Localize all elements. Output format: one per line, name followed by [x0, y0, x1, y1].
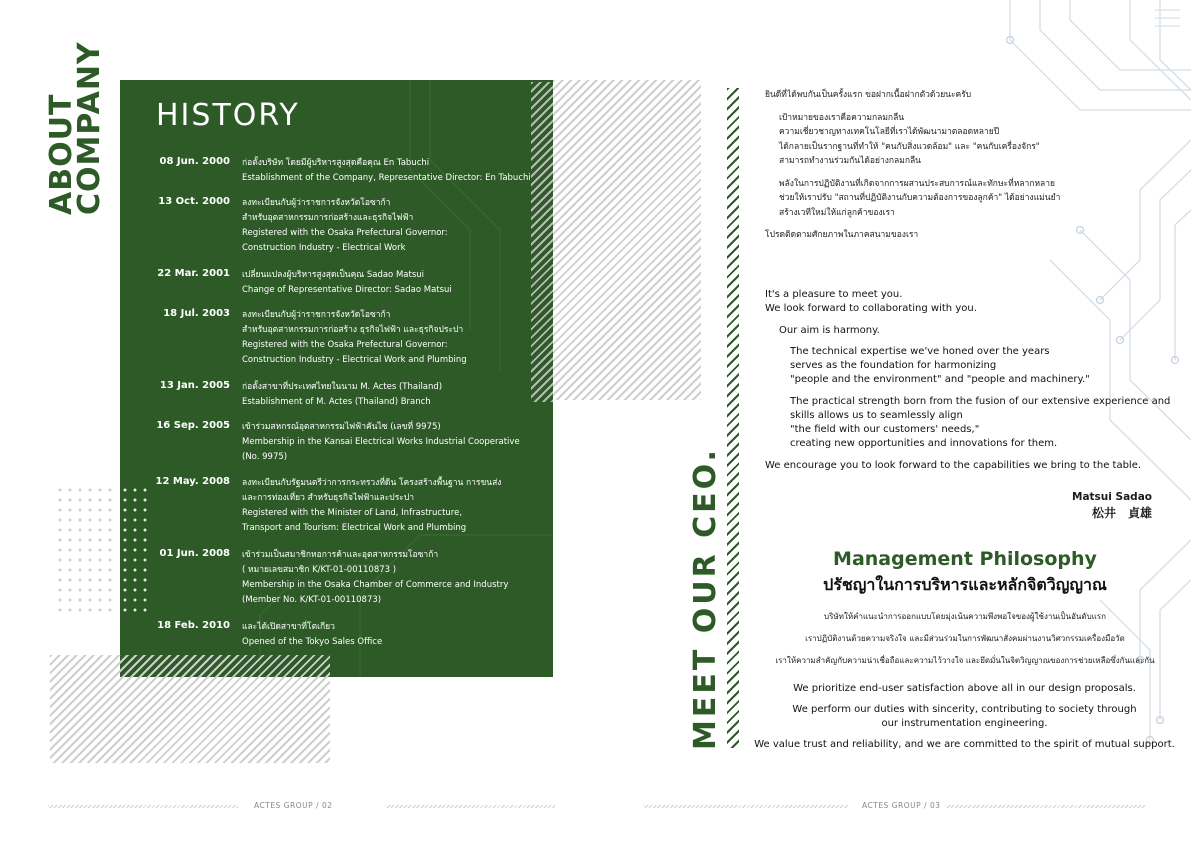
about-company-vertical-title: [44, 41, 107, 215]
timeline-line: Membership in the Kansai Electrical Works Industrial Cooperative: [242, 437, 520, 447]
timeline-line: เข้าร่วมสหกรณ์อุตสาหกรรมไฟฟ้าคันไซ (เลขที่ 9975): [242, 422, 441, 432]
english-message-line: The technical expertise we've honed over the years: [790, 346, 1050, 357]
management-philosophy-title: Management Philosophy: [833, 548, 1097, 570]
timeline-description: [242, 308, 547, 368]
dot-grid-panel: [120, 485, 150, 615]
diagonal-stripes-inner-edge: [531, 82, 553, 402]
english-message-line: Our aim is harmony.: [779, 325, 880, 336]
timeline-description: [242, 420, 547, 465]
philosophy-thai-line: บริษัทให้คำแนะนำการออกแบบโดยมุ่งเน้นความพึงพอใจของผู้ใช้งานเป็นอันดับแรก: [824, 612, 1106, 621]
timeline-line: สำหรับอุตสาหกรรมการก่อสร้าง ธุรกิจไฟฟ้า และธุรกิจประปา: [242, 325, 464, 335]
timeline-line: ( หมายเลขสมาชิก K/KT-01-00110873 ): [242, 565, 397, 575]
timeline-description: [242, 380, 547, 410]
footer-rule-left-b: [385, 805, 555, 808]
philosophy-english-list: [752, 682, 1177, 752]
timeline-line: Registered with the Osaka Prefectural Governor:: [242, 228, 448, 238]
footer-page-number: / 03: [924, 801, 941, 810]
timeline-date: 18 Jul. 2003: [163, 308, 230, 319]
meet-our-ceo-vertical-title: MEET OUR CEO.: [688, 447, 723, 750]
timeline-date: 12 May. 2008: [155, 476, 230, 487]
timeline-date: 13 Oct. 2000: [158, 196, 230, 207]
history-panel: [120, 80, 553, 677]
timeline-date: 16 Sep. 2005: [156, 420, 230, 431]
timeline-line: Membership in the Osaka Chamber of Commerce and Industry: [242, 580, 509, 590]
timeline-description: [242, 548, 547, 608]
timeline-line: ก่อตั้งสาขาที่ประเทศไทยในนาม M. Actes (Thailand): [242, 382, 443, 392]
english-message-line: We look forward to collaborating with you.: [765, 303, 977, 314]
diagonal-stripes-top-right: [553, 80, 701, 400]
history-title: HISTORY: [156, 98, 300, 133]
thai-message-line: เป้าหมายของเราคือความกลมกลืน: [779, 112, 905, 123]
philosophy-english-line: We prioritize end-user satisfaction above all in our design proposals.: [793, 683, 1136, 694]
timeline-description: [242, 268, 547, 298]
timeline-line: (No. 9975): [242, 452, 288, 462]
timeline-line: ลงทะเบียนกับรัฐมนตรีว่าการกระทรวงที่ดิน โครงสร้างพื้นฐาน การขนส่ง: [242, 478, 502, 488]
timeline-date: 18 Feb. 2010: [157, 620, 230, 631]
timeline-date: 22 Mar. 2001: [157, 268, 230, 279]
timeline-line: Construction Industry - Electrical Work: [242, 243, 406, 253]
timeline-description: [242, 156, 547, 186]
timeline-line: และได้เปิดสาขาที่โตเกียว: [242, 622, 335, 632]
thai-message-line: สร้างเวทีใหม่ให้แก่ลูกค้าของเรา: [779, 207, 895, 218]
philosophy-thai-line: เราปฏิบัติงานด้วยความจริงใจ และมีส่วนร่วมในการพัฒนาสังคมผ่านงานวิศวกรรมเครื่องมือวัด: [805, 634, 1125, 643]
timeline-line: ลงทะเบียนกับผู้ว่าราชการจังหวัดโอซาก้า: [242, 310, 391, 320]
thai-message-line: โปรดติดตามศักยภาพในภาคสนามของเรา: [765, 230, 919, 240]
timeline-date: 01 Jun. 2008: [159, 548, 230, 559]
timeline-description: [242, 620, 547, 650]
about-word: ABOUT: [44, 93, 79, 215]
timeline-line: Registered with the Osaka Prefectural Governor:: [242, 340, 448, 350]
timeline-line: Construction Industry - Electrical Work and Plumbing: [242, 355, 467, 365]
footer-rule-right-a: [643, 805, 848, 808]
english-message-line: The practical strength born from the fusion of our extensive experience and: [790, 396, 1171, 407]
timeline-line: และการท่องเที่ยว สำหรับธุรกิจไฟฟ้าและประปา: [242, 493, 414, 503]
timeline-line: (Member No. K/KT-01-00110873): [242, 595, 382, 605]
footer-rule-right-b: [945, 805, 1145, 808]
management-philosophy-subtitle: ปรัชญาในการบริหารและหลักจิตวิญญาณ: [823, 575, 1107, 594]
ceo-message-thai: [765, 88, 1065, 243]
footer-page-left: [254, 801, 333, 810]
timeline-line: Establishment of the Company, Representative Director: En Tabuchi: [242, 173, 531, 183]
philosophy-english-line: We perform our duties with sincerity, contributing to society through our instrumentation engineering.: [792, 704, 1137, 729]
philosophy-english-line: We value trust and reliability, and we are committed to the spirit of mutual support.: [754, 739, 1175, 750]
thai-message-line: ช่วยให้เราปรับ "สถานที่ปฏิบัติงานกับความต้องการของลูกค้า" ได้อย่างแม่นยำ: [779, 193, 1061, 203]
english-message-line: "the field with our customers' needs,": [790, 424, 980, 435]
timeline-description: [242, 476, 547, 536]
thai-message-line: ยินดีที่ได้พบกันเป็นครั้งแรก ขอฝากเนื้อฝากตัวด้วยนะครับ: [765, 90, 972, 100]
diagonal-stripes-bottom-left: [50, 655, 330, 763]
dot-grid-left: [55, 485, 117, 615]
timeline-line: Registered with the Minister of Land, Infrastructure,: [242, 508, 463, 518]
footer-brand: ACTES GROUP: [254, 801, 314, 810]
timeline-line: Opened of the Tokyo Sales Office: [242, 637, 383, 647]
timeline-date: 08 Jun. 2000: [159, 156, 230, 167]
english-message-line: creating new opportunities and innovations for them.: [790, 438, 1058, 449]
philosophy-thai-list: [750, 606, 1180, 672]
ceo-signature: [1072, 489, 1152, 521]
footer-page-number: / 02: [316, 801, 333, 810]
footer-page-right: [862, 801, 941, 810]
thai-message-line: พลังในการปฏิบัติงานที่เกิดจากการผสานประสบการณ์และทักษะที่หลากหลาย: [779, 178, 1056, 189]
timeline-date: 13 Jan. 2005: [159, 380, 230, 391]
timeline-line: ลงทะเบียนกับผู้ว่าราชการจังหวัดโอซาก้า: [242, 198, 391, 208]
ceo-message-english: [765, 288, 1175, 473]
chevron-divider: [727, 88, 739, 748]
signature-name-jp: 松井 貞雄: [1091, 506, 1152, 520]
english-message-line: "people and the environment" and "people and machinery.": [790, 374, 1090, 385]
timeline-line: Change of Representative Director: Sadao Matsui: [242, 285, 452, 295]
company-word: COMPANY: [72, 41, 107, 215]
thai-message-line: ได้กลายเป็นรากฐานที่ทำให้ "คนกับสิ่งแวดล้อม" และ "คนกับเครื่องจักร": [779, 141, 1040, 152]
thai-message-line: ความเชี่ยวชาญทางเทคโนโลยีที่เราได้พัฒนามาตลอดหลายปี: [779, 127, 1000, 137]
footer-rule-left-a: [48, 805, 238, 808]
english-message-line: It's a pleasure to meet you.: [765, 289, 903, 300]
english-message-line: We encourage you to look forward to the capabilities we bring to the table.: [765, 460, 1142, 471]
footer-brand: ACTES GROUP: [862, 801, 922, 810]
english-message-line: skills allows us to seamlessly align: [790, 410, 963, 421]
timeline-line: ก่อตั้งบริษัท โดยมีผู้บริหารสูงสุดคือคุณ En Tabuchi: [242, 158, 430, 168]
timeline-line: Transport and Tourism: Electrical Work and Plumbing: [242, 523, 467, 533]
thai-message-line: สามารถทำงานร่วมกันได้อย่างกลมกลืน: [779, 156, 921, 166]
timeline-line: สำหรับอุตสาหกรรมการก่อสร้างและธุรกิจไฟฟ้า: [242, 213, 414, 223]
signature-name-en: Matsui Sadao: [1072, 491, 1152, 503]
timeline-line: Establishment of M. Actes (Thailand) Branch: [242, 397, 431, 407]
timeline-line: เปลี่ยนแปลงผู้บริหารสูงสุดเป็นคุณ Sadao Matsui: [242, 270, 425, 280]
english-message-line: serves as the foundation for harmonizing: [790, 360, 997, 371]
philosophy-thai-line: เราให้ความสำคัญกับความน่าเชื่อถือและความไว้วางใจ และยึดมั่นในจิตวิญญาณของการช่วยเหลือซึ่งกันและกัน: [775, 656, 1155, 665]
timeline-description: [242, 196, 547, 256]
timeline-line: เข้าร่วมเป็นสมาชิกหอการค้าและอุตสาหกรรมโอซาก้า: [242, 550, 439, 560]
